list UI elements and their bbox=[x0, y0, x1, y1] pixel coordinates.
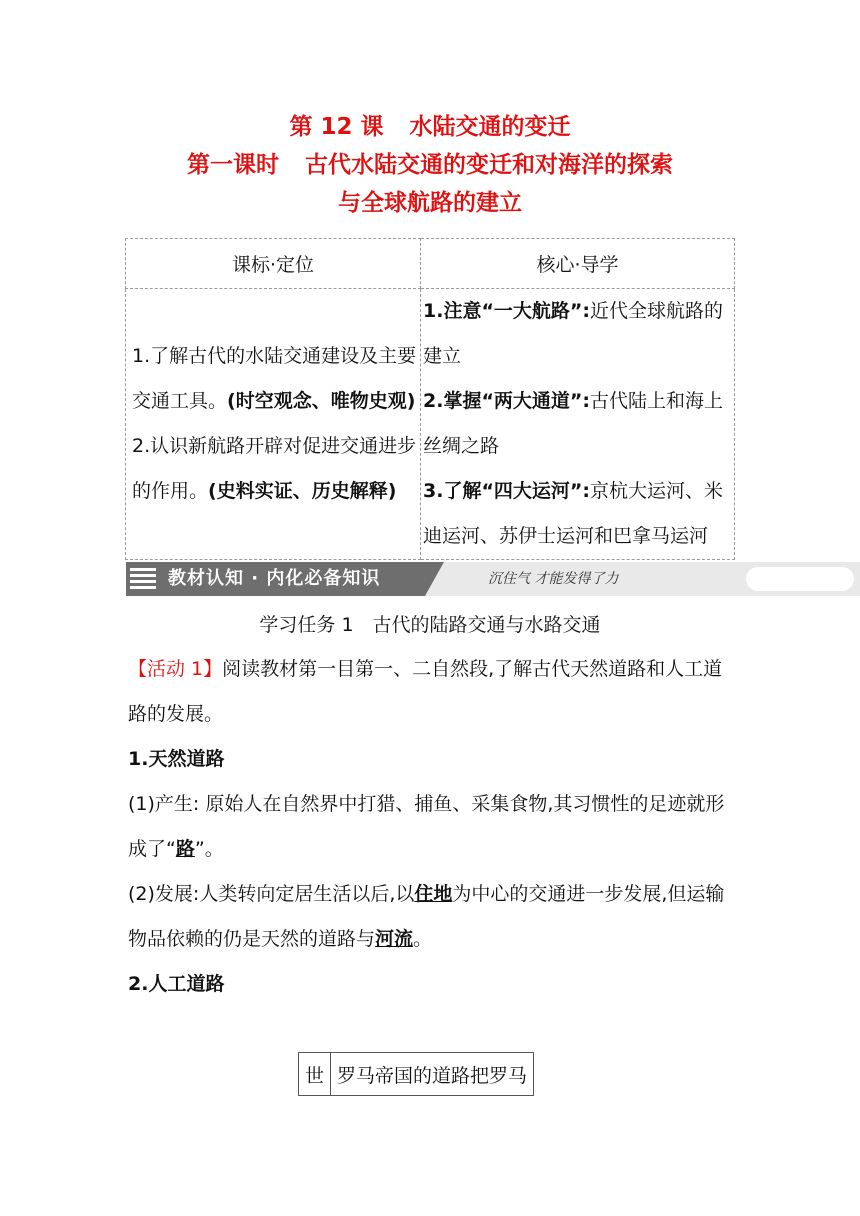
standard-item-2: 2.认识新航路开辟对促进交通进步的作用。 bbox=[132, 435, 417, 502]
subtitle-line1: 古代水陆交通的变迁和对海洋的探索 bbox=[305, 152, 673, 178]
period-label: 第一课时 bbox=[187, 152, 279, 178]
para1-end: ”。 bbox=[194, 838, 224, 860]
para1-text: (1)产生: 原始人在自然界中打猎、捕鱼、采集食物,其习惯性的足迹就形成了“ bbox=[128, 793, 725, 860]
guide-text-3: 京杭大运河、米迪运河、苏伊士运河和巴拿马运河 bbox=[423, 480, 724, 547]
title-block bbox=[0, 108, 860, 222]
standards-header-left: 课标·定位 bbox=[126, 239, 421, 289]
para1-key-road: 路 bbox=[175, 838, 195, 860]
activity-paragraph bbox=[128, 647, 734, 737]
standards-table bbox=[125, 238, 735, 560]
standards-header-right: 核心·导学 bbox=[421, 239, 735, 289]
box-cell-1: 世 bbox=[299, 1053, 331, 1096]
guide-text-2: 古代陆上和海上丝绸之路 bbox=[423, 390, 724, 457]
guide-key-3: 3.了解“四大运河”: bbox=[423, 480, 591, 502]
section-banner bbox=[126, 562, 860, 596]
standards-right-cell bbox=[421, 289, 735, 560]
para2-text-b: 为中心的交通进一步发展,但运输物品依赖的仍是天然的道路与 bbox=[128, 883, 725, 950]
subtitle-line2: 与全球航路的建立 bbox=[338, 190, 522, 216]
stripes-icon bbox=[130, 568, 156, 590]
banner-motto: 沉住气 才能发得了力 bbox=[488, 571, 619, 587]
section1-heading: 1.天然道路 bbox=[128, 748, 225, 770]
roman-road-table bbox=[298, 1052, 534, 1096]
para2-end: 。 bbox=[413, 928, 433, 950]
lesson-number: 第 12 课 bbox=[289, 114, 384, 140]
para2-key-residence: 住地 bbox=[414, 883, 453, 905]
standard-item-1-tags: (时空观念、唯物史观) bbox=[227, 390, 416, 412]
section2-heading: 2.人工道路 bbox=[128, 973, 225, 995]
para2-key-river: 河流 bbox=[375, 928, 414, 950]
lesson-title bbox=[0, 108, 860, 146]
activity-text: 阅读教材第一目第一、二自然段,了解古代天然道路和人工道路的发展。 bbox=[128, 658, 723, 725]
box-cell-2: 罗马帝国的道路把罗马 bbox=[331, 1053, 534, 1096]
task-title: 学习任务 1 古代的陆路交通与水路交通 bbox=[259, 614, 601, 636]
lesson-name: 水陆交通的变迁 bbox=[409, 114, 571, 140]
standard-item-1: 1.了解古代的水陆交通建设及主要交通工具。 bbox=[132, 345, 417, 412]
period-title bbox=[0, 146, 860, 184]
section1-para1 bbox=[128, 782, 734, 872]
standard-item-2-tags: (史料实证、历史解释) bbox=[208, 480, 397, 502]
banner-pill bbox=[746, 567, 854, 591]
standards-left-cell bbox=[126, 289, 421, 560]
section1-para2 bbox=[128, 872, 734, 962]
activity-tag: 【活动 1】 bbox=[128, 658, 223, 680]
guide-text-1: 近代全球航路的建立 bbox=[423, 300, 724, 367]
guide-key-2: 2.掌握“两大通道”: bbox=[423, 390, 591, 412]
para2-text-a: (2)发展:人类转向定居生活以后,以 bbox=[128, 883, 415, 905]
banner-label: 教材认知 · 内化必备知识 bbox=[168, 568, 381, 589]
guide-key-1: 1.注意“一大航路”: bbox=[423, 300, 591, 322]
